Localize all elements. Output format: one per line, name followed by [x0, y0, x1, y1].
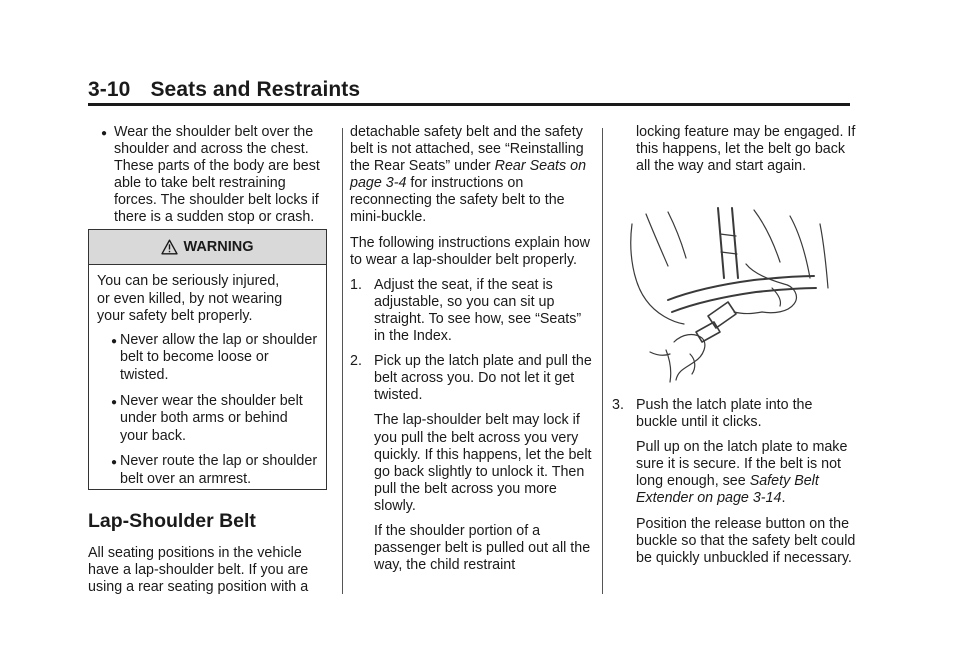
- step-text: Pick up the latch plate and pull the belt across you. Do not let it get twisted.: [374, 353, 592, 404]
- paragraph: All seating positions in the vehicle have a lap-shoulder belt. If you are using a rear seating position with a: [88, 545, 309, 596]
- bullet-icon: ●: [111, 335, 118, 347]
- warning-header: [89, 230, 326, 265]
- page-number: 3-10: [88, 78, 131, 101]
- page-header: [88, 78, 360, 102]
- warning-intro: [97, 273, 318, 326]
- bullet-text: Never allow the lap or shoulder belt to become loose or twisted.: [120, 331, 318, 383]
- bullet-icon: ●: [101, 128, 108, 139]
- step-number: 2.: [350, 353, 362, 370]
- step-text: [636, 439, 856, 507]
- step-text: Position the release button on the buckle so that the safety belt could be quickly unbuckled if necessary.: [636, 515, 856, 566]
- paragraph: [350, 124, 594, 227]
- bullet-icon: ●: [111, 396, 118, 408]
- text: detachable safety belt and the safety belt is not attached, see “Reinstalling the Rear Seats” under: [350, 124, 584, 175]
- warning-body: [89, 265, 326, 489]
- list-item: [97, 393, 318, 446]
- header-rule: [88, 103, 850, 106]
- paragraph: locking feature may be engaged. If this happens, let the belt go back all the way and start again.: [636, 124, 856, 175]
- bullet-icon: ●: [111, 457, 118, 469]
- step-number: 1.: [350, 276, 362, 293]
- chapter-title: Seats and Restraints: [150, 78, 361, 101]
- warning-line: You can be seriously injured,: [97, 273, 280, 289]
- column-divider: [342, 128, 343, 594]
- bullet-text: Wear the shoulder belt over the shoulder and across the chest. These parts of the body are best able to take belt restraining forces. The shoulder belt locks if there is a sudden stop or crash.: [114, 124, 320, 226]
- list-item: [97, 453, 318, 488]
- list-item: [350, 353, 594, 574]
- step-text: Adjust the seat, if the seat is adjustable, so you can sit up straight. To see how, see “Seats” in the Index.: [374, 276, 582, 345]
- cross-reference-link[interactable]: Rear Seats on page 3-4: [350, 158, 587, 192]
- text: .: [781, 490, 786, 507]
- column-2: [350, 124, 594, 582]
- warning-line: or even killed, by not wearing: [97, 290, 283, 307]
- warning-line: your safety belt properly.: [97, 308, 253, 325]
- list-item: [350, 277, 594, 345]
- step-text: If the shoulder portion of a passenger belt is pulled out all the way, the child restraint: [374, 522, 591, 574]
- column-1-bottom: [88, 545, 334, 604]
- column-1: [88, 124, 328, 235]
- text: Pull up on the latch plate to make sure it is secure. If the belt is not long enough, see: [636, 439, 848, 490]
- list-item: [88, 124, 328, 227]
- section-title: Lap-Shoulder Belt: [88, 510, 256, 532]
- cross-reference-link[interactable]: Safety Belt Extender on page 3-14: [636, 473, 819, 507]
- column-divider: [602, 128, 603, 594]
- warning-title: WARNING: [183, 239, 254, 255]
- bullet-text: Never wear the shoulder belt under both arms or behind your back.: [120, 392, 303, 444]
- list-item: [612, 397, 856, 567]
- column-3-steps: [612, 397, 856, 575]
- step-text: The lap-shoulder belt may lock if you pull the belt across you very quickly. If this happens, let the belt go back slightly to unlock it. Then pull the belt across you more slowly.: [374, 412, 592, 514]
- text: for instructions on reconnecting the safety belt to the mini-buckle.: [350, 175, 565, 226]
- column-3: [612, 124, 856, 183]
- step-number: 3.: [612, 397, 624, 413]
- warning-triangle-icon: [161, 239, 178, 255]
- step-text: Push the latch plate into the buckle until it clicks.: [636, 397, 813, 431]
- warning-box: [88, 229, 327, 490]
- paragraph: The following instructions explain how to wear a lap-shoulder belt properly.: [350, 234, 590, 268]
- list-item: [97, 332, 318, 385]
- bullet-text: Never route the lap or shoulder belt over an armrest.: [120, 453, 318, 487]
- seatbelt-illustration: [624, 204, 832, 384]
